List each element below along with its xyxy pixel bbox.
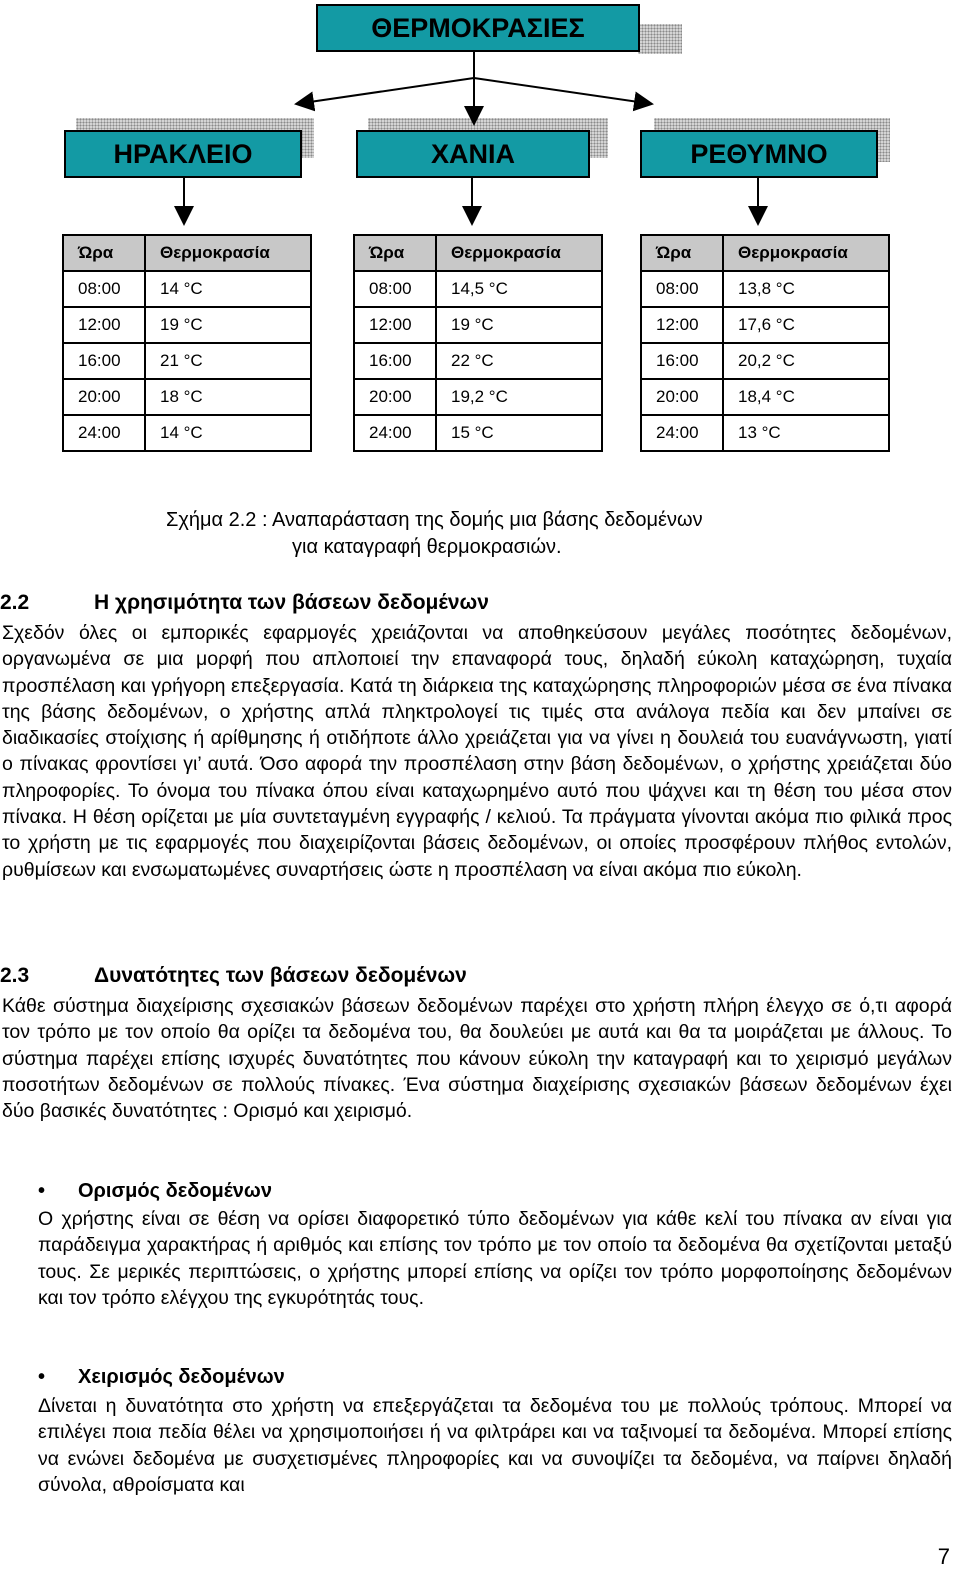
col-temp-header: Θερμοκρασία bbox=[723, 235, 889, 271]
table-header-row bbox=[63, 235, 311, 271]
time-cell: 16:00 bbox=[641, 343, 723, 379]
col-time-header: Ώρα bbox=[63, 235, 145, 271]
section-number: 2.3 bbox=[0, 964, 30, 987]
table-row bbox=[641, 379, 889, 415]
time-cell: 12:00 bbox=[63, 307, 145, 343]
time-cell: 24:00 bbox=[354, 415, 436, 451]
bullet-icon: • bbox=[38, 1180, 46, 1202]
col-temp-header: Θερμοκρασία bbox=[145, 235, 311, 271]
time-cell: 20:00 bbox=[354, 379, 436, 415]
col-time-header: Ώρα bbox=[641, 235, 723, 271]
temp-cell: 19 °C bbox=[145, 307, 311, 343]
section-heading-2-2 bbox=[0, 591, 489, 615]
table-row bbox=[641, 307, 889, 343]
table-row bbox=[641, 415, 889, 451]
table-row bbox=[354, 415, 602, 451]
section-2-2-body: Σχεδόν όλες οι εμπορικές εφαρμογές χρειάζονται να αποθηκεύσουν μεγάλες ποσότητες δεδομένων, οργανωμένα σε μια μορφή που απλοποιεί την επαναφορά τους, δηλαδή εύκολη καταχώρηση, τυχαία προσπέλαση και γρήγορη επεξεργασία. Κατά τη διάρκεια της καταχώρησης πληροφοριών μέσα σε ένα πίνακα της βάσης δεδομένων, ο χρήστης απλά πληκτρολογεί τις τιμές στα ανάλογα πεδία και δεν μπαίνει σε διαδικασίες στοίχισης ή αρίθμησης ή οτιδήποτε άλλο χρειάζεται για να γίνει η δουλειά του ευανάγνωστη, γιατί ο πίνακας φροντίσει γι’ αυτά. Όσο αφορά την προσπέλαση στην βάση δεδομένων, ο χρήστης χρειάζεται δύο πληροφορίες. Το όνομα του πίνακα όπου είναι καταχωρημένο αυτό που ψάχνει και τη θέση του μέσα στον πίνακα. Η θέση ορίζεται με μία συντεταγμένη εγγραφής / κελιού. Τα πράγματα γίνονται ακόμα πιο φιλικά προς το χρήστη με τις εφαρμογές που διαχειρίζονται βάσεις δεδομένων, οι οποίες προσφέρουν πλήθος εντολών, ρυθμίσεων και ενσωματωμένες συναρτήσεις ώστε η προσπέλαση να είναι ακόμα πιο εύκολη. bbox=[2, 622, 952, 881]
section-title: Δυνατότητες των βάσεων δεδομένων bbox=[94, 964, 467, 987]
table-row bbox=[354, 307, 602, 343]
time-cell: 20:00 bbox=[63, 379, 145, 415]
temp-cell: 18 °C bbox=[145, 379, 311, 415]
table-row bbox=[63, 271, 311, 307]
time-cell: 24:00 bbox=[641, 415, 723, 451]
temp-cell: 19,2 °C bbox=[436, 379, 602, 415]
time-cell: 20:00 bbox=[641, 379, 723, 415]
bullet-title: Χειρισμός δεδομένων bbox=[78, 1366, 285, 1388]
temp-cell: 13 °C bbox=[723, 415, 889, 451]
table-row bbox=[63, 343, 311, 379]
city-box-heraklion: ΗΡΑΚΛΕΙΟ bbox=[64, 130, 302, 178]
table-header-row bbox=[641, 235, 889, 271]
table-row bbox=[354, 379, 602, 415]
bullet-body-manipulation: Δίνεται η δυνατότητα στο χρήστη να επεξεργάζεται τα δεδομένα του με πολλούς τρόπους. Μπορεί να επιλέγει ποια πεδία θέλει να χρησιμοποιήσει ή να φιλτράρει και να ταξινομεί τα δεδομένα. Μπορεί επίσης να ενώνει δεδομένα με συσχετισμένες πληροφορίες και να συνοψίζει τα δεδομένα, να παίρνει δηλαδή σύνολα, αθροίσματα και bbox=[38, 1395, 952, 1496]
time-cell: 08:00 bbox=[641, 271, 723, 307]
temp-cell: 21 °C bbox=[145, 343, 311, 379]
temp-table-heraklion bbox=[62, 234, 312, 452]
temp-cell: 20,2 °C bbox=[723, 343, 889, 379]
bullet-icon: • bbox=[38, 1366, 46, 1388]
table-row bbox=[354, 271, 602, 307]
time-cell: 12:00 bbox=[641, 307, 723, 343]
time-cell: 16:00 bbox=[63, 343, 145, 379]
col-temp-header: Θερμοκρασία bbox=[436, 235, 602, 271]
table-row bbox=[63, 415, 311, 451]
time-cell: 08:00 bbox=[354, 271, 436, 307]
temp-cell: 18,4 °C bbox=[723, 379, 889, 415]
connector-arrow-right bbox=[474, 78, 652, 104]
bullet-heading-definition bbox=[38, 1180, 272, 1203]
temp-cell: 19 °C bbox=[436, 307, 602, 343]
city-box-chania: ΧΑΝΙΑ bbox=[356, 130, 590, 178]
temp-cell: 17,6 °C bbox=[723, 307, 889, 343]
figure-caption-line1: Σχήμα 2.2 : Αναπαράσταση της δομής μια βάσης δεδομένων bbox=[166, 509, 703, 531]
temp-cell: 14 °C bbox=[145, 415, 311, 451]
table-row bbox=[641, 271, 889, 307]
time-cell: 24:00 bbox=[63, 415, 145, 451]
page-number: 7 bbox=[937, 1544, 950, 1569]
table-row bbox=[354, 343, 602, 379]
city-box-rethymno: ΡΕΘΥΜΝΟ bbox=[640, 130, 878, 178]
diagram-root-box: ΘΕΡΜΟΚΡΑΣΙΕΣ bbox=[316, 4, 640, 52]
figure-caption-line2: για καταγραφή θερμοκρασιών. bbox=[292, 536, 562, 558]
table-row bbox=[63, 379, 311, 415]
bullet-heading-manipulation bbox=[38, 1366, 285, 1389]
temp-cell: 13,8 °C bbox=[723, 271, 889, 307]
section-title: Η χρησιμότητα των βάσεων δεδομένων bbox=[94, 591, 489, 614]
time-cell: 12:00 bbox=[354, 307, 436, 343]
temp-cell: 22 °C bbox=[436, 343, 602, 379]
section-number: 2.2 bbox=[0, 591, 30, 614]
section-heading-2-3 bbox=[0, 964, 467, 988]
col-time-header: Ώρα bbox=[354, 235, 436, 271]
table-header-row bbox=[354, 235, 602, 271]
temp-table-chania bbox=[353, 234, 603, 452]
section-2-3-body: Κάθε σύστημα διαχείρισης σχεσιακών βάσεων δεδομένων παρέχει στο χρήστη πλήρη έλεγχο σε ό,τι αφορά τον τρόπο με τον οποίο θα ορίζει τα δεδομένα του, θα δουλεύει με αυτά και θα τα μοιράζεται με άλλους. Το σύστημα παρέχει επίσης ισχυρές δυνατότητες που κάνουν εύκολη την καταγραφή και το χειρισμό μεγάλων ποσοτήτων δεδομένων σε πολλούς πίνακες. Ένα σύστημα διαχείρισης σχεσιακών βάσεων δεδομένων έχει δύο βασικές δυνατότητες : Ορισμό και χειρισμό. bbox=[2, 995, 952, 1123]
temp-cell: 14 °C bbox=[145, 271, 311, 307]
temp-cell: 15 °C bbox=[436, 415, 602, 451]
temp-cell: 14,5 °C bbox=[436, 271, 602, 307]
bullet-body-definition: Ο χρήστης είναι σε θέση να ορίσει διαφορετικό τύπο δεδομένων για κάθε κελί του πίνακα αν είναι για παράδειγμα χαρακτήρας ή αριθμός και επίσης τον τρόπο με τον οποίο τα δεδομένα θα σχετίζονται μεταξύ τους. Σε μερικές περιπτώσεις, ο χρήστης μπορεί επίσης να ορίζει τον τρόπο μορφοποίησης δεδομένων και τον τρόπο ελέγχου της εγκυρότητάς τους. bbox=[38, 1208, 952, 1309]
time-cell: 16:00 bbox=[354, 343, 436, 379]
connector-arrow-left bbox=[296, 78, 474, 104]
temp-table-rethymno bbox=[640, 234, 890, 452]
diagram-connectors bbox=[0, 0, 960, 240]
time-cell: 08:00 bbox=[63, 271, 145, 307]
table-row bbox=[641, 343, 889, 379]
table-row bbox=[63, 307, 311, 343]
bullet-title: Ορισμός δεδομένων bbox=[78, 1180, 272, 1202]
